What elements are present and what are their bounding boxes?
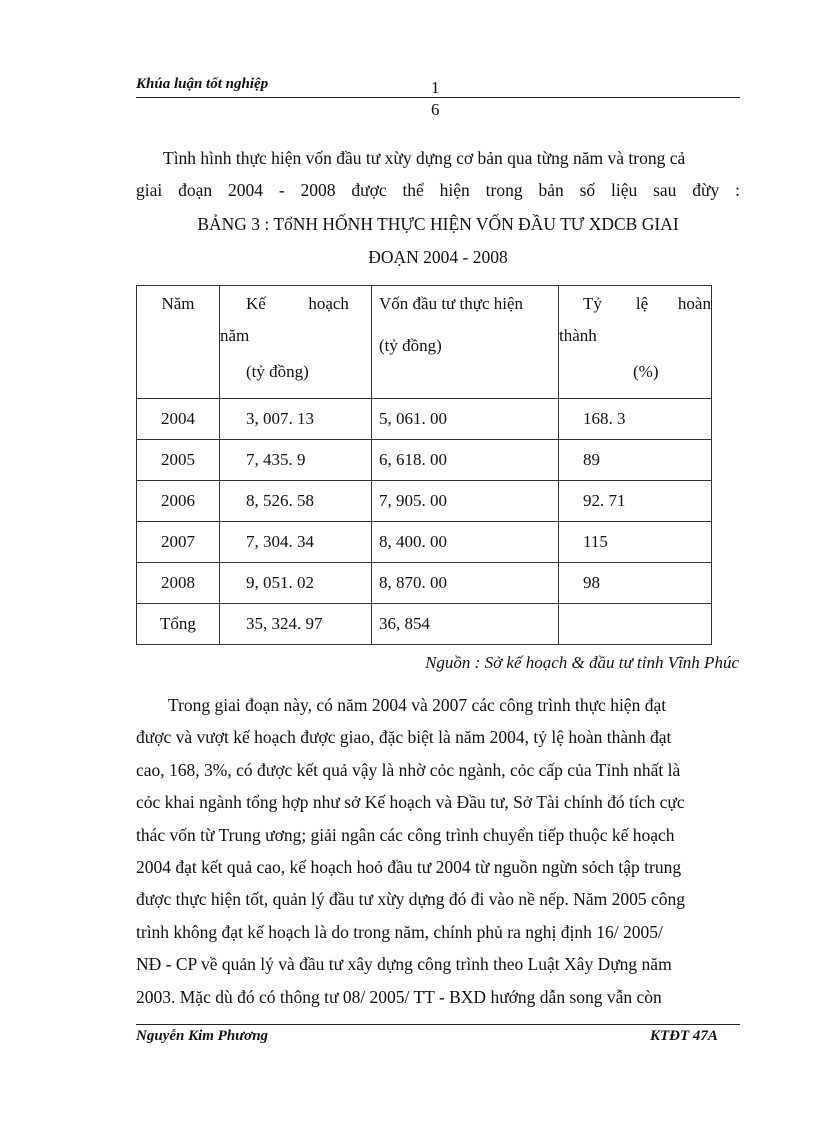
cell-actual: 8, 870. 00 bbox=[372, 563, 559, 604]
footer-class: KTĐT 47A bbox=[650, 1028, 718, 1044]
cell-total-label: Tổng bbox=[137, 604, 220, 645]
intro-word: hiện bbox=[439, 180, 470, 200]
cell-plan: 9, 051. 02 bbox=[220, 563, 372, 604]
intro-word: bản bbox=[538, 180, 564, 200]
paragraph-line: 2003. Mặc dù đó có thông tư 08/ 2005/ TT - BXD hướng dẫn song vẫn còn bbox=[136, 986, 662, 1007]
header-plan bbox=[220, 286, 372, 399]
intro-word: trong bbox=[485, 180, 523, 200]
cell-actual: 36, 854 bbox=[372, 604, 559, 645]
cell-actual: 6, 618. 00 bbox=[372, 440, 559, 481]
header-plan-line-2: năm bbox=[220, 326, 250, 345]
cell-plan: 8, 526. 58 bbox=[220, 481, 372, 522]
paragraph-line: thác vốn từ Trung ương; giải ngân các công trình chuyển tiếp thuộc kế hoạch bbox=[136, 824, 675, 845]
intro-word: - bbox=[278, 180, 285, 200]
cell-year: 2007 bbox=[137, 522, 220, 563]
footer-author: Nguyễn Kim Phương bbox=[136, 1028, 269, 1044]
header-year bbox=[137, 286, 220, 399]
intro-line-2 bbox=[136, 174, 740, 206]
cell-rate bbox=[559, 604, 712, 645]
cell-plan: 3, 007. 13 bbox=[220, 399, 372, 440]
investment-table bbox=[136, 285, 712, 645]
header-actual-line-1: Vốn đầu tư thực hiện bbox=[379, 294, 524, 313]
table-row bbox=[137, 563, 712, 604]
cell-plan: 7, 304. 34 bbox=[220, 522, 372, 563]
paragraph-line: trình không đạt kế hoạch là do trong năm, chính phủ ra nghị định 16/ 2005/ bbox=[136, 921, 663, 942]
cell-actual: 5, 061. 00 bbox=[372, 399, 559, 440]
table-row bbox=[137, 440, 712, 481]
paragraph-line: Trong giai đoạn này, có năm 2004 và 2007 các công trình thực hiện đạt bbox=[168, 695, 667, 715]
cell-actual: 8, 400. 00 bbox=[372, 522, 559, 563]
intro-word: : bbox=[735, 180, 740, 200]
cell-rate: 89 bbox=[559, 440, 712, 481]
paragraph-line: cỏc khai ngành tổng hợp như sở Kế hoạch và Đầu tư, Sở Tài chính đó tích cực bbox=[136, 792, 685, 813]
header-rate-line-1: Tỷ lệ hoàn bbox=[583, 294, 711, 313]
table-row bbox=[137, 522, 712, 563]
header-rate bbox=[559, 286, 712, 399]
intro-word: đừy bbox=[692, 180, 720, 200]
intro-word: số bbox=[579, 180, 596, 200]
cell-rate: 92. 71 bbox=[559, 481, 712, 522]
table-title-line-1: BẢNG 3 : TổNH HỐNH THỰC HIỆN VỐN ĐẦU TƯ XDCB GIAI bbox=[197, 214, 679, 234]
intro-word: liệu bbox=[610, 180, 638, 200]
table-row bbox=[137, 399, 712, 440]
header-plan-line-3: (tỷ đồng) bbox=[246, 362, 309, 381]
cell-rate: 115 bbox=[559, 522, 712, 563]
paragraph-line: 2004 đạt kết quả cao, kế hoạch hoỏ đầu tư 2004 từ nguồn ngừn sỏch tập trung bbox=[136, 857, 682, 878]
table-header-row bbox=[137, 286, 712, 399]
header-year-label: Năm bbox=[161, 294, 195, 313]
intro-word: đoạn bbox=[178, 180, 213, 200]
intro-word: sau bbox=[653, 180, 677, 200]
table-title-line-2: ĐOẠN 2004 - 2008 bbox=[368, 247, 508, 267]
cell-year: 2006 bbox=[137, 481, 220, 522]
cell-year: 2008 bbox=[137, 563, 220, 604]
paragraph-line: NĐ - CP về quản lý và đầu tư xây dựng công trình theo Luật Xây Dựng năm bbox=[136, 954, 672, 975]
header-divider bbox=[136, 97, 740, 98]
body-paragraph bbox=[136, 689, 740, 1013]
header-rate-line-2: thành bbox=[559, 326, 597, 345]
intro-word: 2008 bbox=[300, 180, 336, 200]
intro-word: được bbox=[351, 180, 387, 200]
page-number-bottom: 6 bbox=[431, 100, 440, 119]
cell-rate: 98 bbox=[559, 563, 712, 604]
paragraph-line: được thực hiện tốt, quản lý đầu tư xừy dựng đó đi vào nề nếp. Năm 2005 công bbox=[136, 889, 686, 910]
table-source: Nguồn : Sở kế hoạch & đầu tư tỉnh Vĩnh Phúc bbox=[425, 653, 739, 672]
intro-word: thể bbox=[402, 180, 424, 200]
header-rate-line-3: (%) bbox=[633, 362, 659, 381]
paragraph-line: được và vượt kế hoạch được giao, đặc biệt là năm 2004, tỷ lệ hoàn thành đạt bbox=[136, 727, 672, 748]
cell-rate: 168. 3 bbox=[559, 399, 712, 440]
table-total-row bbox=[137, 604, 712, 645]
header-actual-line-2: (tỷ đồng) bbox=[379, 336, 442, 355]
header-thesis-label: Khúa luận tốt nghiệp bbox=[136, 76, 269, 92]
cell-plan: 35, 324. 97 bbox=[220, 604, 372, 645]
intro-word: 2004 bbox=[227, 180, 263, 200]
intro-line-1: Tình hình thực hiện vốn đầu tư xừy dựng cơ bản qua từng năm và trong cả bbox=[163, 148, 686, 168]
header-plan-line-1: Kế hoạch bbox=[246, 294, 349, 313]
cell-year: 2004 bbox=[137, 399, 220, 440]
page-number-top: 1 bbox=[431, 78, 440, 97]
paragraph-line: cao, 168, 3%, có được kết quả vậy là nhờ cỏc ngành, cỏc cấp của Tỉnh nhất là bbox=[136, 759, 681, 780]
cell-plan: 7, 435. 9 bbox=[220, 440, 372, 481]
table-row bbox=[137, 481, 712, 522]
cell-actual: 7, 905. 00 bbox=[372, 481, 559, 522]
cell-year: 2005 bbox=[137, 440, 220, 481]
header-actual bbox=[372, 286, 559, 399]
intro-word: giai bbox=[136, 180, 163, 200]
footer-divider bbox=[136, 1024, 740, 1025]
